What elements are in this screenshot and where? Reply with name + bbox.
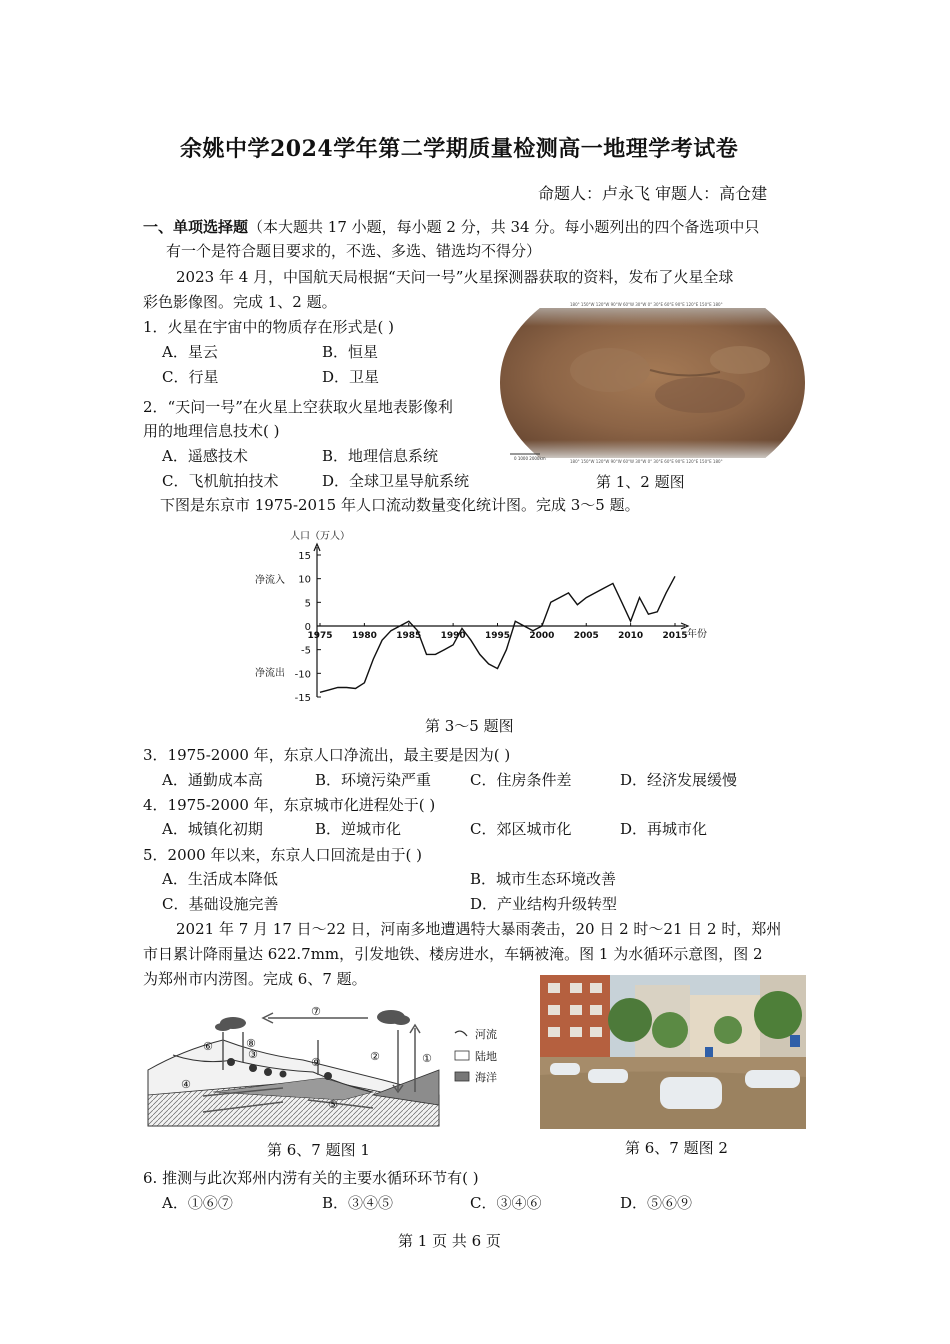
q4-option-c[interactable]: C．郊区城市化 xyxy=(470,820,572,838)
section-heading-line xyxy=(143,217,759,237)
fig1-caption: 第 6、7 题图 1 xyxy=(267,1141,370,1159)
y-tick-label: -5 xyxy=(301,645,311,657)
population-flow-chart xyxy=(245,525,725,710)
legend-land: 陆地 xyxy=(475,1050,497,1063)
chart-annotation-inflow: 净流入 xyxy=(255,575,285,586)
q1-option-c[interactable]: C．行星 xyxy=(162,368,219,386)
intro-q12-l2: 彩色影像图。完成 1、2 题。 xyxy=(143,293,337,311)
label-8: ⑧ xyxy=(246,1037,256,1050)
chart-caption: 第 3～5 题图 xyxy=(425,717,514,735)
intro-q12-l1: 2023 年 4 月，中国航天局根据“天问一号”火星探测器获取的资料，发布了火星全球 xyxy=(176,268,734,286)
y-tick-label: 15 xyxy=(298,551,311,562)
y-tick-label: 10 xyxy=(298,574,311,586)
q6-option-c[interactable]: C．③④⑥ xyxy=(470,1194,542,1212)
x-tick-label: 1975 xyxy=(307,631,333,641)
q3-option-c[interactable]: C．住房条件差 xyxy=(470,771,572,789)
label-1: ① xyxy=(422,1052,432,1065)
intro-q67-l1: 2021 年 7 月 17 日～22 日，河南多地遭遇特大暴雨袭击，20 日 2 时～21 日 2 时，郑州 xyxy=(176,920,782,938)
q4-option-b[interactable]: B．逆城市化 xyxy=(315,820,402,838)
label-9: ⑨ xyxy=(311,1056,321,1069)
q6-stem: 6. 推测与此次郑州内涝有关的主要水循环环节有( ) xyxy=(143,1169,479,1187)
svg-text:0 1000 2000km: 0 1000 2000km xyxy=(514,456,546,461)
x-tick-label: 1995 xyxy=(484,631,511,641)
q5-stem: 5．2000 年以来，东京人口回流是由于( ) xyxy=(143,846,422,864)
section-instruction-l1: （本大题共 17 小题，每小题 2 分，共 34 分。每小题列出的四个备选项中只 xyxy=(248,218,760,236)
label-5: ⑤ xyxy=(328,1098,338,1111)
q2-option-a[interactable]: A．遥感技术 xyxy=(162,447,248,465)
y-tick-label: -15 xyxy=(294,693,311,704)
q3-option-b[interactable]: B．环境污染严重 xyxy=(315,771,432,789)
intro-q67-l3: 为郑州市内涝图。完成 6、7 题。 xyxy=(143,970,367,988)
section-heading: 一、单项选择题 xyxy=(143,218,249,236)
x-tick-label: 2015 xyxy=(662,631,688,641)
x-tick-label: 1980 xyxy=(351,631,377,641)
mars-map-image xyxy=(500,300,805,466)
intro-q67-l2: 市日累计降雨量达 622.7mm，引发地铁、楼房进水，车辆被淹。图 1 为水循环示意图，图 2 xyxy=(143,945,763,963)
legend-river: 河流 xyxy=(475,1028,497,1041)
y-tick-label: 0 xyxy=(304,622,311,633)
section-instruction-l2: 有一个是符合题目要求的，不选、多选、错选均不得分） xyxy=(166,242,542,260)
author-line: 命题人：卢永飞 审题人：高仓建 xyxy=(538,184,768,203)
q4-option-d[interactable]: D．再城市化 xyxy=(620,820,708,838)
q6-option-b[interactable]: B．③④⑤ xyxy=(322,1194,394,1212)
chart-ylabel: 人口（万人） xyxy=(290,531,350,542)
x-tick-label: 2010 xyxy=(618,631,644,641)
q6-option-a[interactable]: A．①⑥⑦ xyxy=(162,1194,233,1212)
q5-option-c[interactable]: C．基础设施完善 xyxy=(162,895,279,913)
q2-option-b[interactable]: B．地理信息系统 xyxy=(322,447,439,465)
q2-option-c[interactable]: C．飞机航拍技术 xyxy=(162,472,279,490)
q1-stem: 1．火星在宇宙中的物质存在形式是( ) xyxy=(143,318,395,336)
fig2-caption: 第 6、7 题图 2 xyxy=(625,1139,728,1157)
label-4: ④ xyxy=(181,1078,191,1091)
page-title: 余姚中学2024学年第二学期质量检测高一地理学考试卷 xyxy=(180,136,739,162)
q5-option-d[interactable]: D．产业结构升级转型 xyxy=(470,895,618,913)
intro-q35: 下图是东京市 1975-2015 年人口流动数量变化统计图。完成 3～5 题。 xyxy=(160,496,640,514)
water-cycle-diagram xyxy=(143,1000,523,1130)
x-tick-label: 2000 xyxy=(529,631,555,641)
label-3: ③ xyxy=(248,1048,258,1061)
x-tick-label: 1985 xyxy=(396,631,422,641)
q3-stem: 3．1975-2000 年，东京人口净流出，最主要是因为( ) xyxy=(143,746,511,764)
q5-option-b[interactable]: B．城市生态环境改善 xyxy=(470,870,617,888)
q2-option-d[interactable]: D．全球卫星导航系统 xyxy=(322,472,470,490)
q3-option-d[interactable]: D．经济发展缓慢 xyxy=(620,771,738,789)
page-footer: 第 1 页 共 6 页 xyxy=(398,1232,501,1250)
x-tick-label: 2005 xyxy=(573,631,599,641)
q4-stem: 4．1975-2000 年，东京城市化进程处于( ) xyxy=(143,796,436,814)
label-2: ② xyxy=(370,1050,380,1063)
svg-text:180° 150°W 120°W 90°W 60°W 30°: 180° 150°W 120°W 90°W 60°W 30°W 0° 30°E 60°E 90°E 120°E 150°E 180° xyxy=(570,302,723,307)
q4-option-a[interactable]: A．城镇化初期 xyxy=(162,820,263,838)
q3-option-a[interactable]: A．通勤成本高 xyxy=(162,771,263,789)
q1-option-d[interactable]: D．卫星 xyxy=(322,368,380,386)
label-7: ⑦ xyxy=(311,1005,321,1018)
flood-photo xyxy=(540,975,806,1129)
label-6: ⑥ xyxy=(203,1040,213,1053)
q1-option-a[interactable]: A．星云 xyxy=(162,343,218,361)
x-tick-label: 1990 xyxy=(440,631,466,641)
q2-stem-l1: 2．“天问一号”在火星上空获取火星地表影像利 xyxy=(143,398,453,416)
chart-xlabel: 年份 xyxy=(687,629,707,640)
q1-option-b[interactable]: B．恒星 xyxy=(322,343,379,361)
chart-annotation-outflow: 净流出 xyxy=(255,668,285,679)
q2-stem-l2: 用的地理信息技术( ) xyxy=(143,422,280,440)
mars-caption: 第 1、2 题图 xyxy=(596,473,685,491)
svg-text:180° 150°W 120°W 90°W 60°W 30°: 180° 150°W 120°W 90°W 60°W 30°W 0° 30°E 60°E 90°E 120°E 150°E 180° xyxy=(570,459,723,464)
legend-ocean: 海洋 xyxy=(475,1071,497,1084)
y-tick-label: 5 xyxy=(304,598,311,610)
q5-option-a[interactable]: A．生活成本降低 xyxy=(162,870,278,888)
y-tick-label: -10 xyxy=(294,669,311,681)
q6-option-d[interactable]: D．⑤⑥⑨ xyxy=(620,1194,693,1212)
